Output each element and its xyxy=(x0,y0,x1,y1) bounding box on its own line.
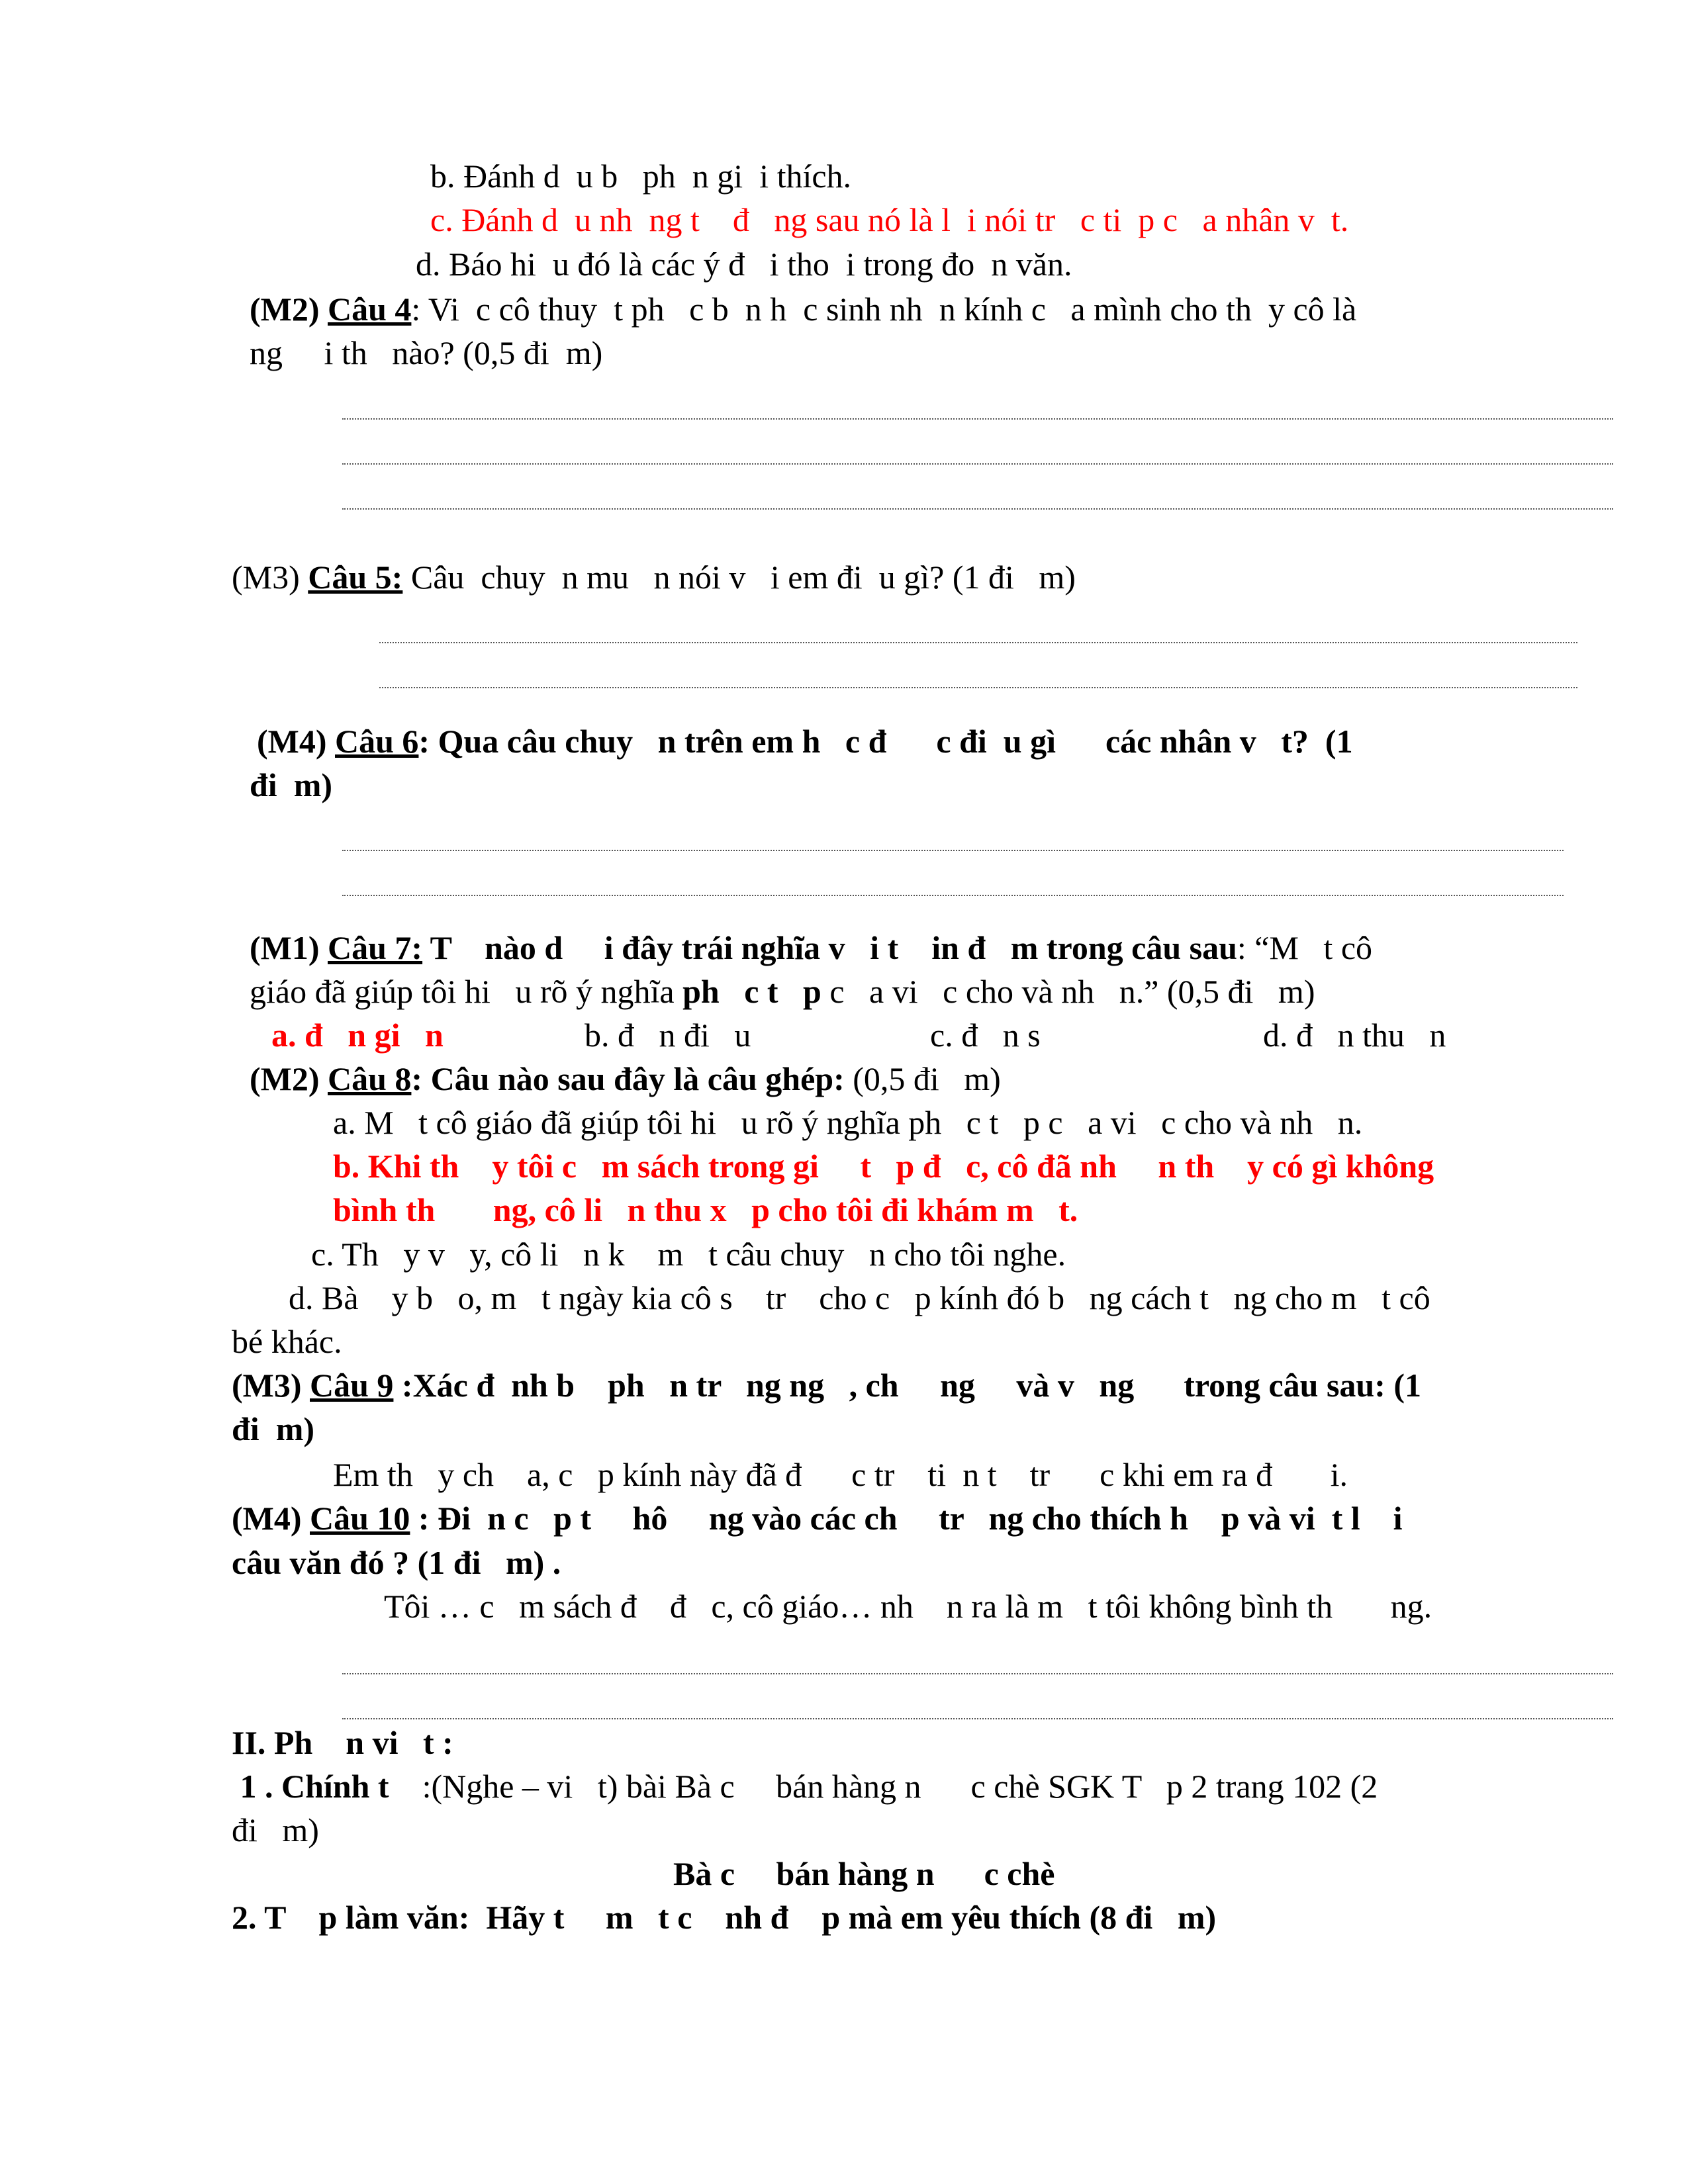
question-9-text-continued: đi m) xyxy=(232,1410,314,1447)
question-6 xyxy=(257,721,1353,761)
question-9-level: (M3) xyxy=(232,1367,302,1404)
question-8-option-d: d. Bà y b o, m t ngày kia cô s tr cho c p kính đó b ng cách t ng cho m t cô xyxy=(289,1279,1430,1316)
answer-line xyxy=(342,418,1613,420)
question-9-text: :Xác đ nh b ph n tr ng ng , ch ng và v ng trong câu sau: (1 xyxy=(393,1367,1422,1404)
question-7-label: Câu 7: xyxy=(328,929,423,966)
answer-line xyxy=(342,508,1613,510)
question-6-text: : Qua câu chuy n trên em h c đ c đi u gì các nhân v t? (1 xyxy=(418,723,1353,760)
part-2-item-2-text: Hãy t m t c nh đ p mà em yêu thích (8 đi m) xyxy=(486,1899,1217,1936)
question-4 xyxy=(250,289,1356,329)
question-8-option-d-continued: bé khác. xyxy=(232,1323,342,1360)
question-5 xyxy=(232,557,1076,597)
part-2-heading: Bà c bán hàng n c chè xyxy=(673,1855,1055,1892)
question-5-level: (M3) xyxy=(232,559,300,596)
question-4-label: Câu 4 xyxy=(328,291,412,328)
question-8-text: : Câu nào sau đây là câu ghép: xyxy=(411,1060,845,1097)
question-10-sentence: Tôi … c m sách đ đ c, cô giáo… nh n ra là m t tôi không bình th ng. xyxy=(384,1588,1432,1625)
part-2-item-2-label: 2. T p làm văn: xyxy=(232,1899,487,1936)
question-8-option-b-correct: b. Khi th y tôi c m sách trong gi t p đ c, cô đã nh n th y có gì không xyxy=(333,1148,1434,1185)
answer-option-b: b. Đánh d u b ph n gi i thích. xyxy=(430,158,852,195)
question-10-text-continued: câu văn đó ? (1 đi m) . xyxy=(232,1544,561,1581)
part-2-title: II. Ph n vi t : xyxy=(232,1724,453,1761)
question-8-option-a: a. M t cô giáo đã giúp tôi hi u rõ ý nghĩa ph c t p c a vi c cho và nh n. xyxy=(333,1104,1363,1141)
question-4-text-continued: ng i th nào? (0,5 đi m) xyxy=(250,334,603,371)
answer-line xyxy=(342,850,1564,851)
question-5-label: Câu 5: xyxy=(308,559,403,596)
question-10 xyxy=(232,1498,1403,1538)
question-6-label: Câu 6 xyxy=(335,723,419,760)
question-7-option-d: d. đ n thu n xyxy=(1263,1017,1446,1054)
question-6-level: (M4) xyxy=(257,723,327,760)
part-2-item-1-continued: đi m) xyxy=(232,1811,319,1848)
answer-line xyxy=(342,895,1564,896)
question-6-text-continued: đi m) xyxy=(250,766,332,803)
part-2-item-1-label: 1 . Chính t xyxy=(232,1768,422,1805)
question-8 xyxy=(250,1059,1001,1099)
answer-line xyxy=(342,1718,1613,1719)
question-8-option-b-continued: bình th ng, cô li n thu x p cho tôi đi khám m t. xyxy=(333,1191,1078,1228)
question-7-option-a-correct: a. đ n gi n xyxy=(271,1017,444,1054)
answer-line xyxy=(342,463,1613,465)
question-7-text-tail: : “M t cô xyxy=(1237,929,1373,966)
question-5-text: Câu chuy n mu n nói v i em đi u gì? (1 đi m) xyxy=(402,559,1076,596)
question-8-option-c: c. Th y v y, cô li n k m t câu chuy n cho tôi nghe. xyxy=(311,1236,1066,1273)
question-7-sentence-end: c a vi c cho và nh n.” (0,5 đi m) xyxy=(821,973,1315,1010)
question-10-label: Câu 10 xyxy=(310,1500,410,1537)
question-4-text: : Vi c cô thuy t ph c b n h c sinh nh n kính c a mình cho th y cô là xyxy=(411,291,1357,328)
answer-line xyxy=(379,687,1577,688)
question-8-points: (0,5 đi m) xyxy=(844,1060,1001,1097)
part-2-item-1 xyxy=(232,1766,1378,1806)
answer-line xyxy=(379,642,1577,643)
question-8-level: (M2) xyxy=(250,1060,320,1097)
answer-option-d: d. Báo hi u đó là các ý đ i tho i trong đo n văn. xyxy=(416,246,1072,283)
question-7-bold-word: ph c t p xyxy=(682,973,821,1010)
question-7-level: (M1) xyxy=(250,929,320,966)
question-7-sentence-start: giáo đã giúp tôi hi u rõ ý nghĩa xyxy=(250,973,683,1010)
question-7-text-continued xyxy=(250,972,1315,1011)
answer-line xyxy=(342,1673,1613,1674)
question-9 xyxy=(232,1365,1421,1405)
question-10-level: (M4) xyxy=(232,1500,302,1537)
question-7-option-b: b. đ n đi u xyxy=(585,1017,751,1054)
question-7 xyxy=(250,928,1372,968)
question-9-label: Câu 9 xyxy=(310,1367,394,1404)
answer-option-c-correct: c. Đánh d u nh ng t đ ng sau nó là l i nói tr c ti p c a nhân v t. xyxy=(430,201,1349,238)
part-2-item-1-text: :(Nghe – vi t) bài Bà c bán hàng n c chè SGK T p 2 trang 102 (2 xyxy=(422,1768,1378,1805)
question-4-level: (M2) xyxy=(250,291,320,328)
question-9-sentence: Em th y ch a, c p kính này đã đ c tr ti n t tr c khi em ra đ i. xyxy=(333,1456,1348,1493)
question-10-text: : Đi n c p t hô ng vào các ch tr ng cho thích h p và vi t l i xyxy=(410,1500,1403,1537)
part-2-item-2 xyxy=(232,1897,1216,1937)
question-7-option-c: c. đ n s xyxy=(930,1017,1041,1054)
question-7-text: T nào d i đây trái nghĩa v i t in đ m trong câu sau xyxy=(422,929,1237,966)
question-8-label: Câu 8 xyxy=(328,1060,412,1097)
